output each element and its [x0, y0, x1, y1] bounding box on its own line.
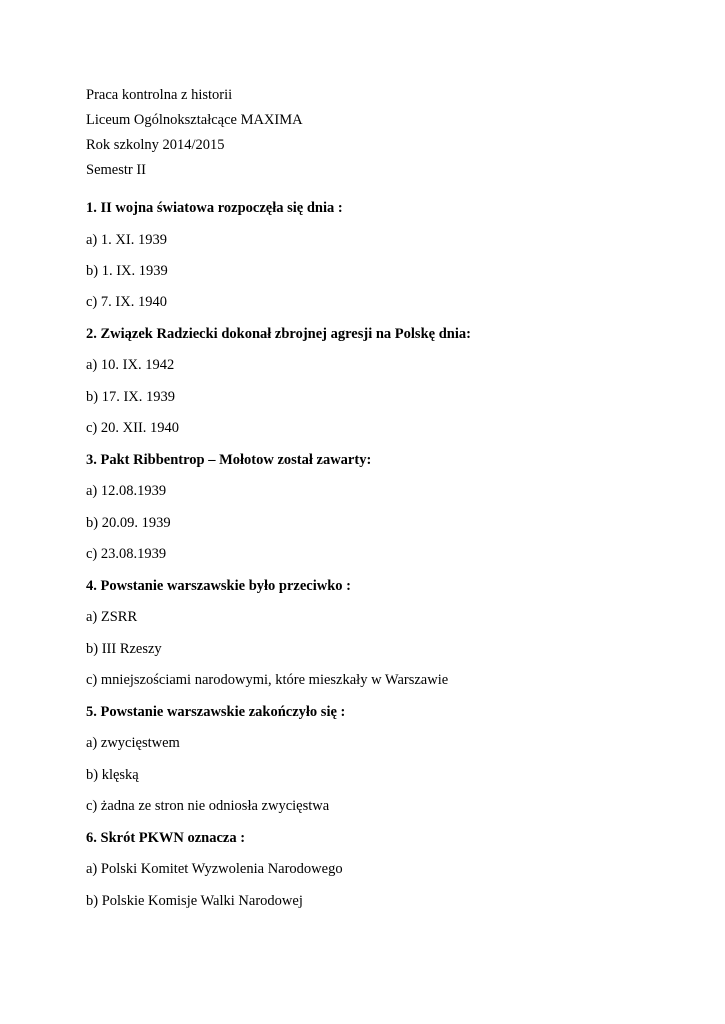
answer-3b: b) 20.09. 1939 [86, 515, 171, 531]
answer-3c: c) 23.08.1939 [86, 546, 167, 562]
answer-4b: b) III Rzeszy [86, 641, 162, 657]
question-2: 2. Związek Radziecki dokonał zbrojnej agresji na Polskę dnia: [86, 326, 471, 342]
question-3: 3. Pakt Ribbentrop – Mołotow został zawarty: [86, 452, 372, 468]
document-title: Praca kontrolna z historii [86, 87, 233, 103]
school-year: Rok szkolny 2014/2015 [86, 137, 225, 153]
answer-6b: b) Polskie Komisje Walki Narodowej [86, 893, 303, 909]
question-5: 5. Powstanie warszawskie zakończyło się : [86, 704, 346, 720]
answer-4c: c) mniejszościami narodowymi, które mieszkały w Warszawie [86, 672, 449, 688]
semester: Semestr II [86, 162, 146, 178]
answer-1a: a) 1. XI. 1939 [86, 232, 167, 248]
answer-2c: c) 20. XII. 1940 [86, 420, 180, 436]
question-1: 1. II wojna światowa rozpoczęła się dnia : [86, 200, 343, 216]
answer-2a: a) 10. IX. 1942 [86, 357, 175, 373]
answer-2b: b) 17. IX. 1939 [86, 389, 176, 405]
question-4: 4. Powstanie warszawskie było przeciwko : [86, 578, 352, 594]
question-6: 6. Skrót PKWN oznacza : [86, 830, 246, 846]
school-name: Liceum Ogólnokształcące MAXIMA [86, 112, 303, 128]
answer-1b: b) 1. IX. 1939 [86, 263, 168, 279]
answer-1c: c) 7. IX. 1940 [86, 294, 167, 310]
answer-6a: a) Polski Komitet Wyzwolenia Narodowego [86, 861, 343, 877]
answer-3a: a) 12.08.1939 [86, 483, 167, 499]
answer-4a: a) ZSRR [86, 609, 138, 625]
answer-5c: c) żadna ze stron nie odniosła zwycięstwa [86, 798, 330, 814]
answer-5a: a) zwycięstwem [86, 735, 180, 751]
answer-5b: b) klęską [86, 767, 139, 783]
